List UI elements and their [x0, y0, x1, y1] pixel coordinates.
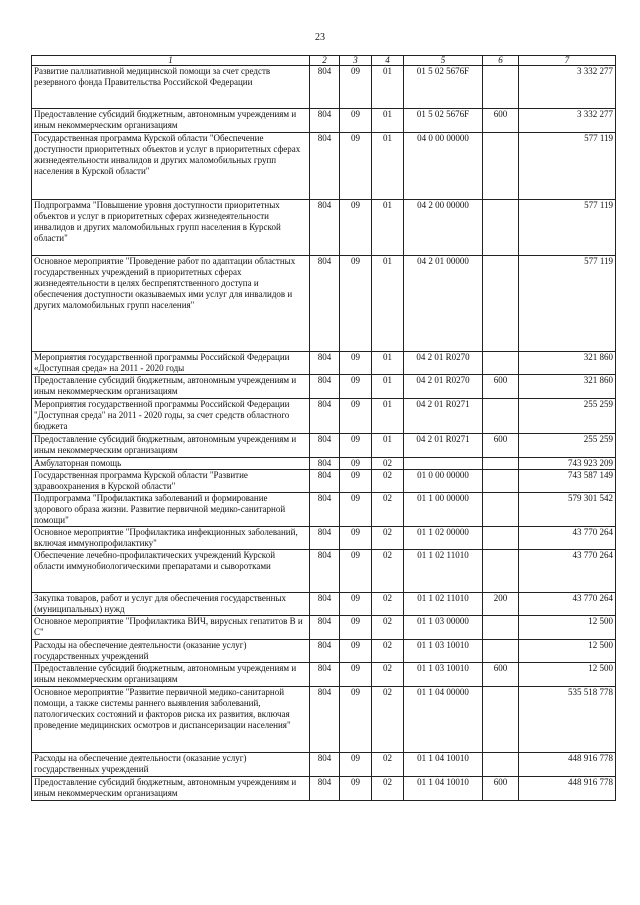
row-name: Амбулаторная помощь	[32, 458, 310, 470]
amount: 43 770 264	[519, 550, 616, 593]
target-article-code: 01 1 04 10010	[404, 777, 483, 801]
expense-kind-code	[483, 470, 519, 493]
section-code: 09	[340, 66, 372, 109]
subsection-code: 02	[372, 470, 404, 493]
row-name: Мероприятия государственной программы Российской Федерации "Доступная среда" на 2011 - 2020 годы, за счет средств областного бюджета	[32, 399, 310, 434]
target-article-code: 01 1 03 10010	[404, 640, 483, 663]
row-name: Расходы на обеспечение деятельности (оказание услуг) государственных учреждений	[32, 640, 310, 663]
target-article-code: 01 1 04 10010	[404, 753, 483, 777]
subsection-code: 02	[372, 777, 404, 801]
target-article-code: 01 1 00 00000	[404, 493, 483, 527]
table-row	[32, 375, 616, 399]
ministry-code: 804	[310, 493, 340, 527]
subsection-code: 02	[372, 527, 404, 550]
expense-kind-code: 600	[483, 109, 519, 133]
row-name: Основное мероприятие "Профилактика ВИЧ, вирусных гепатитов В и С"	[32, 616, 310, 640]
budget-table	[31, 55, 616, 801]
row-name: Предоставление субсидий бюджетным, автономным учреждениям и иным некоммерческим организациям	[32, 434, 310, 458]
column-number: 6	[483, 56, 519, 66]
row-name: Мероприятия государственной программы Российской Федерации «Доступная среда» на 2011 - 2020 годы	[32, 352, 310, 375]
column-number-row	[32, 56, 616, 66]
subsection-code: 02	[372, 458, 404, 470]
subsection-code: 01	[372, 399, 404, 434]
table-row	[32, 753, 616, 777]
target-article-code: 04 2 01 R0270	[404, 375, 483, 399]
column-number: 3	[340, 56, 372, 66]
amount: 577 119	[519, 200, 616, 256]
expense-kind-code	[483, 352, 519, 375]
subsection-code: 01	[372, 352, 404, 375]
expense-kind-code: 600	[483, 434, 519, 458]
amount: 3 332 277	[519, 66, 616, 109]
target-article-code: 04 2 01 00000	[404, 256, 483, 352]
ministry-code: 804	[310, 352, 340, 375]
page-number: 23	[315, 32, 325, 43]
section-code: 09	[340, 133, 372, 200]
ministry-code: 804	[310, 109, 340, 133]
section-code: 09	[340, 550, 372, 593]
expense-kind-code	[483, 550, 519, 593]
ministry-code: 804	[310, 470, 340, 493]
ministry-code: 804	[310, 640, 340, 663]
target-article-code: 01 1 04 00000	[404, 687, 483, 753]
expense-kind-code	[483, 458, 519, 470]
expense-kind-code	[483, 493, 519, 527]
row-name: Закупка товаров, работ и услуг для обеспечения государственных (муниципальных) нужд	[32, 593, 310, 616]
ministry-code: 804	[310, 200, 340, 256]
table-row	[32, 777, 616, 801]
target-article-code: 01 0 00 00000	[404, 470, 483, 493]
table-row	[32, 470, 616, 493]
expense-kind-code	[483, 133, 519, 200]
subsection-code: 01	[372, 66, 404, 109]
subsection-code: 01	[372, 200, 404, 256]
target-article-code: 01 1 02 11010	[404, 593, 483, 616]
section-code: 09	[340, 493, 372, 527]
row-name: Государственная программа Курской области "Развитие здравоохранения в Курской области"	[32, 470, 310, 493]
subsection-code: 01	[372, 256, 404, 352]
row-name: Развитие паллиативной медицинской помощи за счет средств резервного фонда Правительства Российской Федерации	[32, 66, 310, 109]
amount: 255 259	[519, 434, 616, 458]
target-article-code: 01 1 02 00000	[404, 527, 483, 550]
amount: 12 500	[519, 616, 616, 640]
row-name: Подпрограмма "Повышение уровня доступности приоритетных объектов и услуг в приоритетных сферах жизнедеятельности инвалидов и других маломобильных групп населения в Курской области"	[32, 200, 310, 256]
table-row	[32, 200, 616, 256]
section-code: 09	[340, 753, 372, 777]
table-row	[32, 493, 616, 527]
amount: 321 860	[519, 375, 616, 399]
amount: 12 500	[519, 640, 616, 663]
ministry-code: 804	[310, 550, 340, 593]
expense-kind-code: 600	[483, 777, 519, 801]
expense-kind-code: 200	[483, 593, 519, 616]
target-article-code: 04 0 00 00000	[404, 133, 483, 200]
expense-kind-code	[483, 527, 519, 550]
target-article-code: 01 1 03 10010	[404, 663, 483, 687]
expense-kind-code: 600	[483, 375, 519, 399]
column-number: 1	[32, 56, 310, 66]
subsection-code: 02	[372, 493, 404, 527]
subsection-code: 02	[372, 550, 404, 593]
ministry-code: 804	[310, 663, 340, 687]
section-code: 09	[340, 616, 372, 640]
target-article-code: 04 2 00 00000	[404, 200, 483, 256]
amount: 12 500	[519, 663, 616, 687]
subsection-code: 01	[372, 133, 404, 200]
amount: 321 860	[519, 352, 616, 375]
row-name: Основное мероприятие "Проведение работ по адаптации областных государственных учреждений в приоритетных сферах жизнедеятельности в целях беспрепятственного доступа и обеспечения доступности оказываемых ими услуг для инвалидов и других маломобильных групп населения"	[32, 256, 310, 352]
section-code: 09	[340, 434, 372, 458]
row-name: Основное мероприятие "Развитие первичной медико-санитарной помощи, а также системы раннего выявления заболеваний, патологических состояний и факторов риска их развития, включая проведение медицинских осмотров и диспансеризации населения"	[32, 687, 310, 753]
subsection-code: 01	[372, 434, 404, 458]
expense-kind-code	[483, 687, 519, 753]
section-code: 09	[340, 256, 372, 352]
row-name: Обеспечение лечебно-профилактических учреждений Курской области иммунобиологическими препаратами и сыворотками	[32, 550, 310, 593]
table-row	[32, 256, 616, 352]
row-name: Подпрограмма "Профилактика заболеваний и формирование здорового образа жизни. Развитие первичной медико-санитарной помощи"	[32, 493, 310, 527]
ministry-code: 804	[310, 256, 340, 352]
section-code: 09	[340, 527, 372, 550]
amount: 3 332 277	[519, 109, 616, 133]
ministry-code: 804	[310, 434, 340, 458]
section-code: 09	[340, 640, 372, 663]
target-article-code: 04 2 01 R0271	[404, 399, 483, 434]
column-number: 4	[372, 56, 404, 66]
section-code: 09	[340, 777, 372, 801]
section-code: 09	[340, 663, 372, 687]
target-article-code: 01 1 03 00000	[404, 616, 483, 640]
subsection-code: 01	[372, 109, 404, 133]
subsection-code: 02	[372, 663, 404, 687]
table-row	[32, 640, 616, 663]
amount: 43 770 264	[519, 593, 616, 616]
table-row	[32, 434, 616, 458]
subsection-code: 02	[372, 616, 404, 640]
column-number: 7	[519, 56, 616, 66]
ministry-code: 804	[310, 133, 340, 200]
row-name: Основное мероприятие "Профилактика инфекционных заболеваний, включая иммунопрофилактику"	[32, 527, 310, 550]
ministry-code: 804	[310, 687, 340, 753]
section-code: 09	[340, 109, 372, 133]
expense-kind-code	[483, 200, 519, 256]
column-number: 5	[404, 56, 483, 66]
row-name: Предоставление субсидий бюджетным, автономным учреждениям и иным некоммерческим организациям	[32, 663, 310, 687]
amount: 579 301 542	[519, 493, 616, 527]
target-article-code: 01 5 02 5676F	[404, 109, 483, 133]
amount: 743 923 209	[519, 458, 616, 470]
table-row	[32, 687, 616, 753]
ministry-code: 804	[310, 375, 340, 399]
subsection-code: 02	[372, 753, 404, 777]
subsection-code: 02	[372, 640, 404, 663]
ministry-code: 804	[310, 616, 340, 640]
target-article-code: 01 1 02 11010	[404, 550, 483, 593]
table-row	[32, 109, 616, 133]
target-article-code: 04 2 01 R0271	[404, 434, 483, 458]
expense-kind-code	[483, 256, 519, 352]
amount: 743 587 149	[519, 470, 616, 493]
ministry-code: 804	[310, 66, 340, 109]
expense-kind-code	[483, 399, 519, 434]
expense-kind-code	[483, 753, 519, 777]
table-row	[32, 616, 616, 640]
expense-kind-code: 600	[483, 663, 519, 687]
ministry-code: 804	[310, 777, 340, 801]
column-number: 2	[310, 56, 340, 66]
section-code: 09	[340, 458, 372, 470]
table-row	[32, 133, 616, 200]
ministry-code: 804	[310, 458, 340, 470]
row-name: Расходы на обеспечение деятельности (оказание услуг) государственных учреждений	[32, 753, 310, 777]
amount: 448 916 778	[519, 777, 616, 801]
row-name: Предоставление субсидий бюджетным, автономным учреждениям и иным некоммерческим организациям	[32, 777, 310, 801]
target-article-code	[404, 458, 483, 470]
section-code: 09	[340, 399, 372, 434]
amount: 448 916 778	[519, 753, 616, 777]
section-code: 09	[340, 352, 372, 375]
row-name: Предоставление субсидий бюджетным, автономным учреждениям и иным некоммерческим организациям	[32, 375, 310, 399]
table-row	[32, 66, 616, 109]
expense-kind-code	[483, 66, 519, 109]
section-code: 09	[340, 200, 372, 256]
section-code: 09	[340, 687, 372, 753]
ministry-code: 804	[310, 527, 340, 550]
row-name: Государственная программа Курской области "Обеспечение доступности приоритетных объектов и услуг в приоритетных сферах жизнедеятельности инвалидов и других маломобильных групп населения в Курской области"	[32, 133, 310, 200]
amount: 577 119	[519, 133, 616, 200]
expense-kind-code	[483, 640, 519, 663]
amount: 577 119	[519, 256, 616, 352]
table-row	[32, 550, 616, 593]
row-name: Предоставление субсидий бюджетным, автономным учреждениям и иным некоммерческим организациям	[32, 109, 310, 133]
target-article-code: 01 5 02 5676F	[404, 66, 483, 109]
table-row	[32, 527, 616, 550]
table-row	[32, 663, 616, 687]
table-row	[32, 458, 616, 470]
ministry-code: 804	[310, 753, 340, 777]
amount: 43 770 264	[519, 527, 616, 550]
table-row	[32, 399, 616, 434]
ministry-code: 804	[310, 399, 340, 434]
subsection-code: 02	[372, 687, 404, 753]
section-code: 09	[340, 593, 372, 616]
expense-kind-code	[483, 616, 519, 640]
target-article-code: 04 2 01 R0270	[404, 352, 483, 375]
table-row	[32, 352, 616, 375]
subsection-code: 02	[372, 593, 404, 616]
amount: 535 518 778	[519, 687, 616, 753]
ministry-code: 804	[310, 593, 340, 616]
section-code: 09	[340, 470, 372, 493]
amount: 255 259	[519, 399, 616, 434]
table-row	[32, 593, 616, 616]
subsection-code: 01	[372, 375, 404, 399]
section-code: 09	[340, 375, 372, 399]
